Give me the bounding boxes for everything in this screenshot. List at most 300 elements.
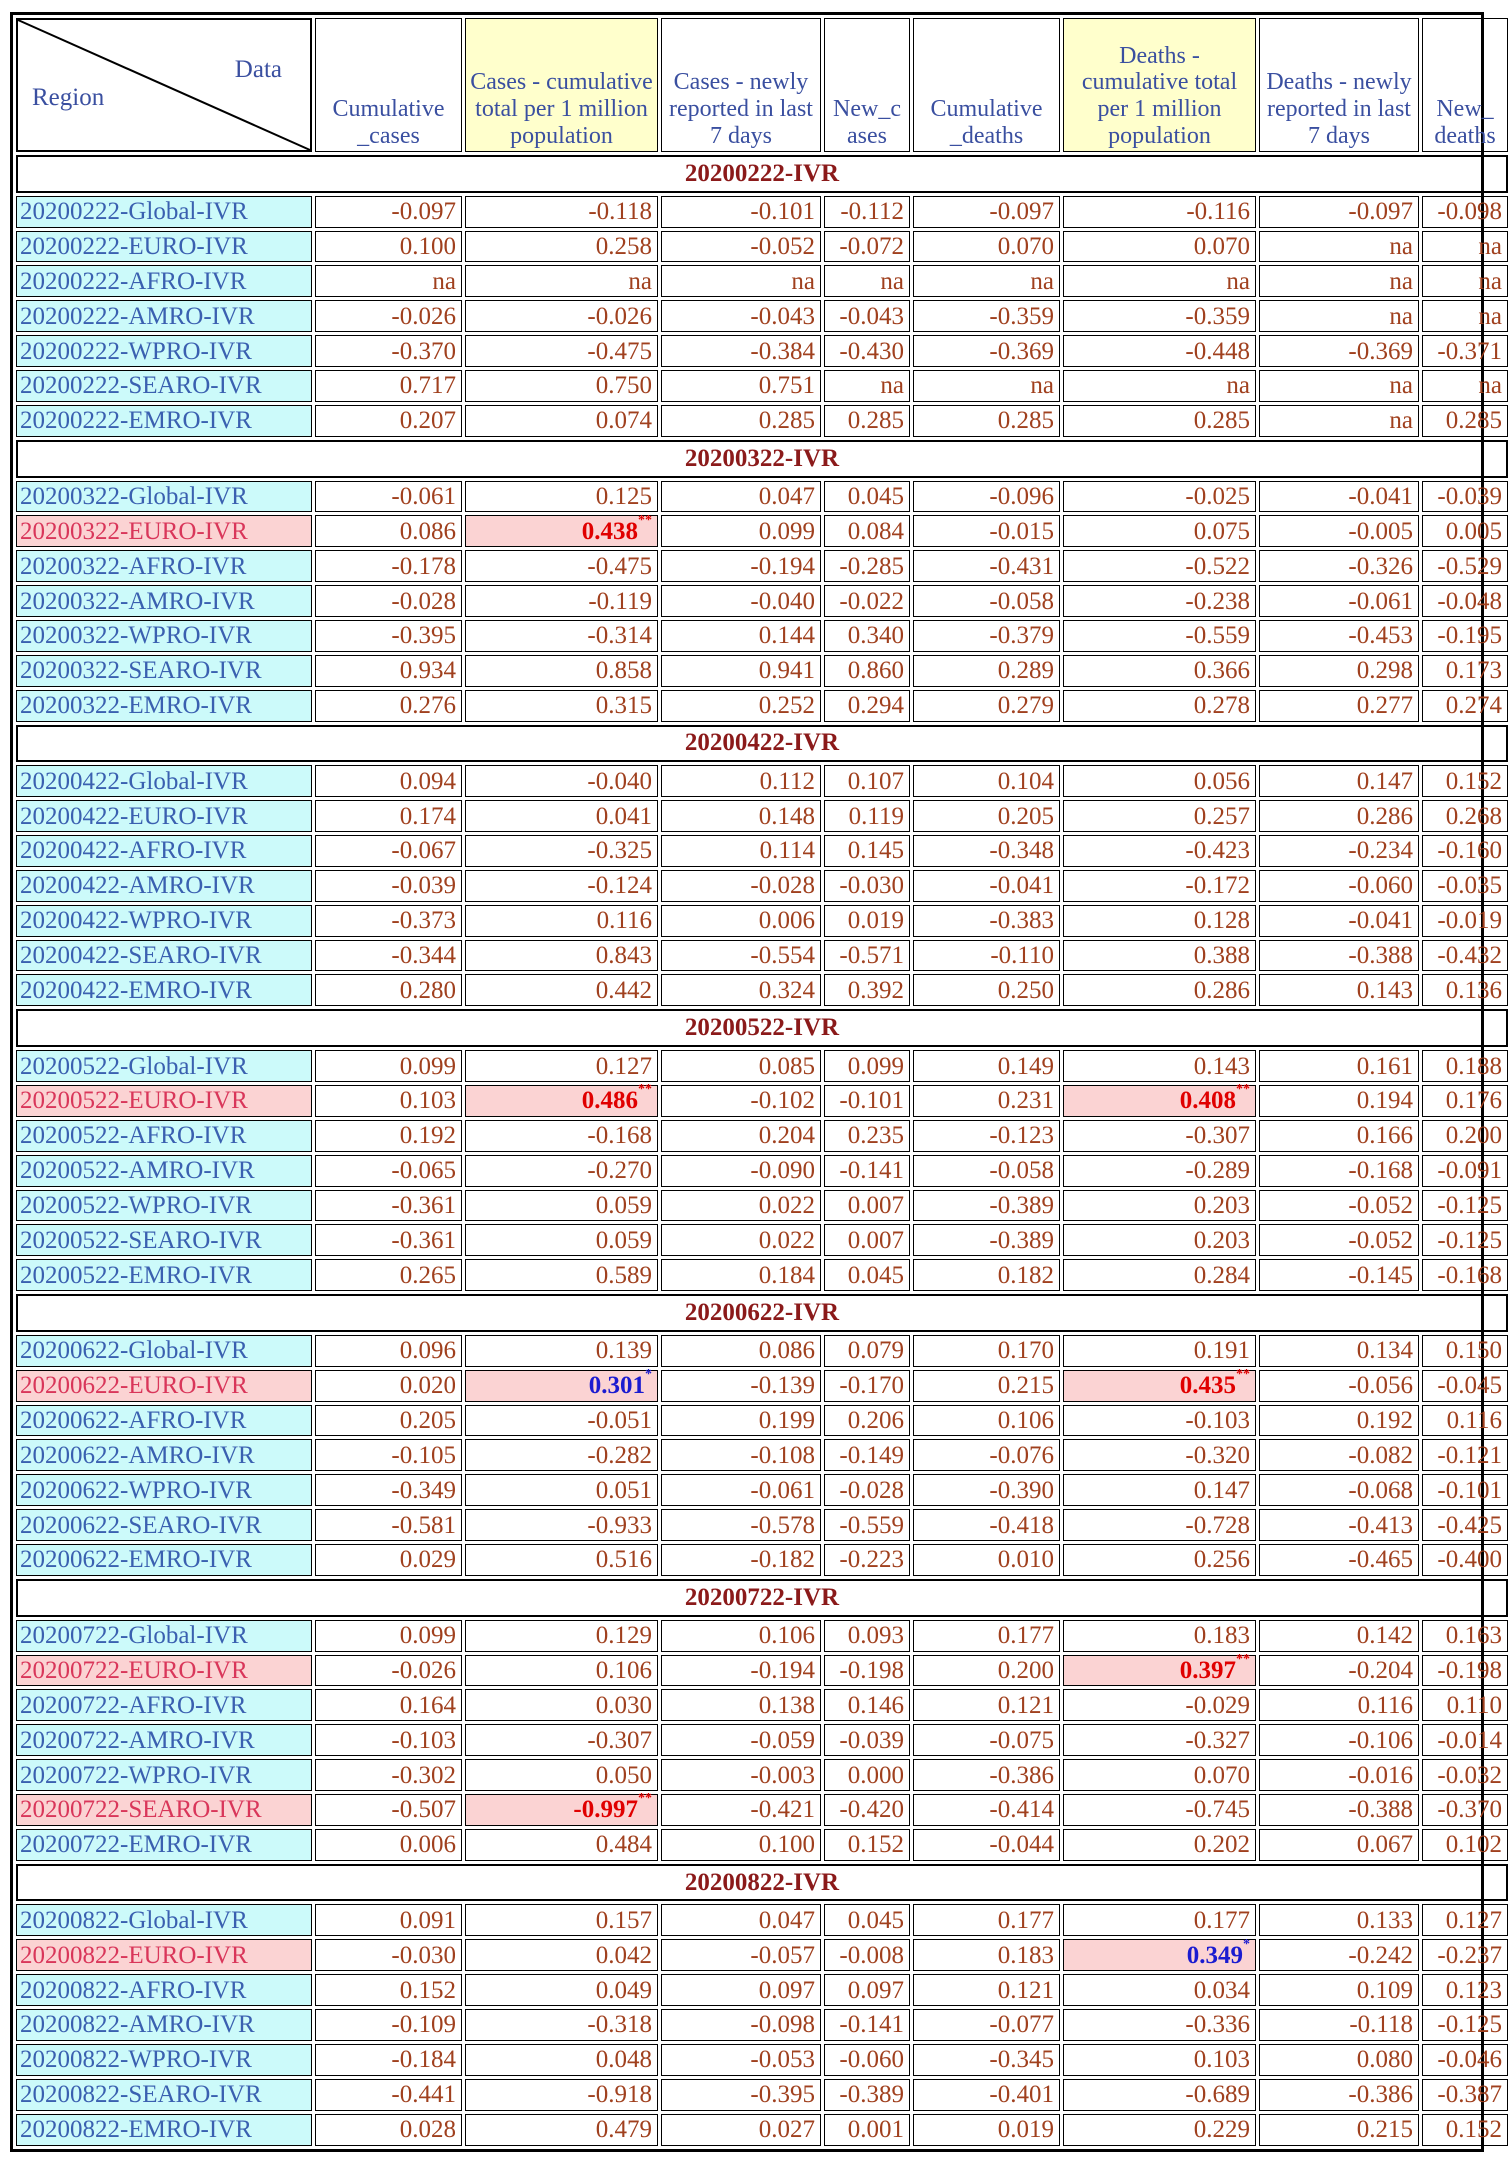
value-cell: 0.136 [1422,974,1508,1006]
value-cell: 0.177 [1063,1904,1256,1936]
table-row [16,800,1508,832]
value-cell: -0.318 [465,2009,658,2041]
value-cell: -0.745 [1063,1794,1256,1826]
value-cell: -0.015 [913,515,1060,547]
section-header-row [16,440,1508,478]
value-cell: 0.252 [661,690,821,722]
value-cell: na [465,265,658,297]
region-cell: 20200222-AFRO-IVR [16,265,312,297]
value-cell: -0.389 [913,1190,1060,1222]
value-cell: 0.000 [824,1759,910,1791]
table-row [16,835,1508,867]
value-cell: 0.231 [913,1085,1060,1117]
value-cell: -0.124 [465,870,658,902]
value-cell: -0.112 [824,196,910,228]
value-cell: -0.418 [913,1509,1060,1541]
value-cell: 0.096 [315,1335,462,1367]
value-cell: 0.166 [1259,1120,1419,1152]
value-cell: -0.160 [1422,835,1508,867]
table-row [16,1689,1508,1721]
value-cell: 0.112 [661,765,821,797]
value-cell: -0.432 [1422,940,1508,972]
value-cell: 0.203 [1063,1224,1256,1256]
table-row [16,1259,1508,1291]
value-cell: -0.395 [661,2079,821,2111]
value-cell: -0.369 [1259,335,1419,367]
value-cell: 0.298 [1259,655,1419,687]
value-cell: -0.110 [913,940,1060,972]
significant-value-cell [465,1791,658,1826]
section-title: 20200522-IVR [16,1009,1508,1047]
value-cell: -0.022 [824,585,910,617]
value-cell: 0.366 [1063,655,1256,687]
region-cell: 20200822-AFRO-IVR [16,1974,312,2006]
value-cell: 0.067 [1259,1829,1419,1861]
value-cell: 0.388 [1063,940,1256,972]
value-cell: -0.043 [824,300,910,332]
value-cell: 0.007 [824,1190,910,1222]
value-cell: -0.223 [824,1544,910,1576]
value-cell: -0.307 [1063,1120,1256,1152]
significance-marker: ** [638,512,652,528]
value-cell: 0.285 [913,405,1060,437]
value-cell: -0.125 [1422,1224,1508,1256]
value-cell: 0.268 [1422,800,1508,832]
value-cell: 0.148 [661,800,821,832]
value-cell: 0.116 [465,905,658,937]
value-cell: 0.107 [824,765,910,797]
value-cell: 0.184 [661,1259,821,1291]
value-cell: 0.177 [913,1904,1060,1936]
value-cell: 0.280 [315,974,462,1006]
value-cell: -0.016 [1259,1759,1419,1791]
value-cell: -0.145 [1259,1259,1419,1291]
value-cell: 0.142 [1259,1620,1419,1652]
value-cell: -0.383 [913,905,1060,937]
value-cell: -0.423 [1063,835,1256,867]
value-cell: -0.182 [661,1544,821,1576]
table-row [16,1224,1508,1256]
value-cell: -0.933 [465,1509,658,1541]
value-cell: -0.465 [1259,1544,1419,1576]
col-header-cases-per-million: Cases - cumulative total per 1 million population [465,18,658,152]
value-cell: -0.026 [465,300,658,332]
table-row [16,905,1508,937]
value-cell: -0.389 [824,2079,910,2111]
value-cell: -0.118 [1259,2009,1419,2041]
value-cell: -0.184 [315,2044,462,2076]
table-row [16,1939,1508,1971]
value-cell: 0.274 [1422,690,1508,722]
value-cell: 0.285 [661,405,821,437]
value-cell: -0.689 [1063,2079,1256,2111]
value-cell: 0.192 [315,1120,462,1152]
value-cell: -0.058 [913,1155,1060,1187]
value-cell: -0.068 [1259,1474,1419,1506]
region-cell: 20200422-SEARO-IVR [16,940,312,972]
value-cell: -0.194 [661,550,821,582]
value-cell: 0.103 [315,1085,462,1117]
col-header-new-deaths: New_ deaths [1422,18,1508,152]
value-cell: -0.030 [824,870,910,902]
value-cell: 0.048 [465,2044,658,2076]
value-cell: -0.045 [1422,1370,1508,1402]
table-row [16,1085,1508,1117]
value-cell: 0.205 [913,800,1060,832]
value-cell: -0.326 [1259,550,1419,582]
value-cell: 0.392 [824,974,910,1006]
value-cell: 0.007 [824,1224,910,1256]
region-cell: 20200222-Global-IVR [16,196,312,228]
section-title: 20200222-IVR [16,155,1508,193]
value-cell: 0.139 [465,1335,658,1367]
value-cell: -0.056 [1259,1370,1419,1402]
col-header-cumulative-cases: Cumulative _cases [315,18,462,152]
region-cell: 20200822-Global-IVR [16,1904,312,1936]
value-cell: 0.047 [661,481,821,513]
value-cell: na [1063,265,1256,297]
region-cell: 20200722-SEARO-IVR [16,1794,312,1826]
value-cell: -0.103 [315,1724,462,1756]
value-cell: -0.102 [661,1085,821,1117]
value-cell: -0.390 [913,1474,1060,1506]
value-cell: 0.200 [913,1655,1060,1687]
value-cell: -0.289 [1063,1155,1256,1187]
value-cell: -0.141 [824,2009,910,2041]
region-cell: 20200522-Global-IVR [16,1050,312,1082]
value-cell: na [1422,231,1508,263]
value-cell: -0.198 [1422,1655,1508,1687]
value-cell: -0.234 [1259,835,1419,867]
table-row [16,1370,1508,1402]
value-cell: 0.070 [913,231,1060,263]
value-cell: 0.182 [913,1259,1060,1291]
region-cell: 20200222-EMRO-IVR [16,405,312,437]
value-cell: 0.199 [661,1405,821,1437]
value-cell: 0.127 [465,1050,658,1082]
table-row [16,300,1508,332]
value-cell: 0.286 [1259,800,1419,832]
value-cell: na [824,370,910,402]
value-cell: -0.139 [661,1370,821,1402]
value-cell: -0.195 [1422,620,1508,652]
section-header-row [16,725,1508,763]
value-cell: 0.265 [315,1259,462,1291]
value-cell: -0.431 [913,550,1060,582]
region-cell: 20200322-AFRO-IVR [16,550,312,582]
region-cell: 20200822-EURO-IVR [16,1939,312,1971]
value-cell: -0.918 [465,2079,658,2111]
value-cell: -0.077 [913,2009,1060,2041]
value-cell: 0.051 [465,1474,658,1506]
value-cell: -0.041 [1259,905,1419,937]
value-cell: 0.285 [1063,405,1256,437]
table-row [16,620,1508,652]
value-cell: 0.121 [913,1974,1060,2006]
table-row [16,1190,1508,1222]
value-cell: 0.143 [1063,1050,1256,1082]
value-cell: 0.750 [465,370,658,402]
region-cell: 20200622-AMRO-IVR [16,1439,312,1471]
value-cell: na [913,265,1060,297]
value-cell: 0.143 [1259,974,1419,1006]
value-cell: 0.484 [465,1829,658,1861]
value-cell: 0.030 [465,1689,658,1721]
region-cell: 20200422-EMRO-IVR [16,974,312,1006]
value-cell: 0.045 [824,1904,910,1936]
value-cell: -0.097 [315,196,462,228]
corner-header-cell [16,18,312,152]
value-cell: -0.098 [661,2009,821,2041]
value-text: 0.408 [1179,1087,1236,1115]
value-text: 0.301 [588,1372,645,1400]
value-cell: -0.400 [1422,1544,1508,1576]
value-cell: -0.052 [661,231,821,263]
value-cell: -0.571 [824,940,910,972]
region-cell: 20200522-AMRO-IVR [16,1155,312,1187]
value-cell: 0.152 [315,1974,462,2006]
value-cell: -0.059 [661,1724,821,1756]
value-cell: na [1063,370,1256,402]
value-cell: 0.010 [913,1544,1060,1576]
value-cell: 0.194 [1259,1085,1419,1117]
value-cell: -0.559 [1063,620,1256,652]
section-title: 20200422-IVR [16,725,1508,763]
value-cell: 0.285 [1422,405,1508,437]
value-cell: na [315,265,462,297]
value-cell: 0.099 [315,1050,462,1082]
value-cell: 0.086 [315,515,462,547]
region-cell: 20200322-Global-IVR [16,481,312,513]
table-row [16,231,1508,263]
value-cell: 0.164 [315,1689,462,1721]
value-cell: -0.060 [824,2044,910,2076]
value-cell: 0.188 [1422,1050,1508,1082]
value-cell: 0.284 [1063,1259,1256,1291]
region-cell: 20200822-AMRO-IVR [16,2009,312,2041]
value-cell: -0.414 [913,1794,1060,1826]
table-row [16,2009,1508,2041]
value-cell: -0.475 [465,550,658,582]
value-cell: -0.119 [465,585,658,617]
region-cell: 20200522-SEARO-IVR [16,1224,312,1256]
value-cell: 0.279 [913,690,1060,722]
table-row [16,1759,1508,1791]
value-cell: 0.041 [465,800,658,832]
value-cell: -0.387 [1422,2079,1508,2111]
corner-region-label: Region [32,84,105,111]
table-row [16,2044,1508,2076]
value-cell: 0.079 [824,1335,910,1367]
value-cell: -0.168 [1259,1155,1419,1187]
value-cell: 0.516 [465,1544,658,1576]
value-cell: -0.314 [465,620,658,652]
region-cell: 20200422-EURO-IVR [16,800,312,832]
significant-value-cell [465,512,658,547]
value-cell: 0.858 [465,655,658,687]
region-cell: 20200522-EURO-IVR [16,1085,312,1117]
table-body [16,155,1508,2146]
value-cell: -0.198 [824,1655,910,1687]
table-row [16,870,1508,902]
region-cell: 20200822-SEARO-IVR [16,2079,312,2111]
value-cell: na [1259,265,1419,297]
value-cell: 0.173 [1422,655,1508,687]
value-cell: 0.100 [661,1829,821,1861]
value-cell: -0.091 [1422,1155,1508,1187]
value-cell: 0.084 [824,515,910,547]
value-cell: -0.040 [661,585,821,617]
value-cell: 0.097 [824,1974,910,2006]
value-cell: 0.206 [824,1405,910,1437]
value-cell: -0.121 [1422,1439,1508,1471]
value-cell: 0.074 [465,405,658,437]
value-cell: -0.103 [1063,1405,1256,1437]
region-cell: 20200622-AFRO-IVR [16,1405,312,1437]
significant-value-cell [1063,1367,1256,1402]
value-cell: 0.114 [661,835,821,867]
value-cell: 0.085 [661,1050,821,1082]
value-cell: -0.307 [465,1724,658,1756]
table-row [16,1335,1508,1367]
correlation-table [13,15,1511,2149]
value-cell: -0.348 [913,835,1060,867]
value-cell: 0.176 [1422,1085,1508,1117]
section-header-row [16,155,1508,193]
value-cell: -0.116 [1063,196,1256,228]
region-cell: 20200322-SEARO-IVR [16,655,312,687]
value-cell: 0.150 [1422,1335,1508,1367]
value-cell: -0.282 [465,1439,658,1471]
region-cell: 20200822-WPRO-IVR [16,2044,312,2076]
value-cell: -0.728 [1063,1509,1256,1541]
value-cell: -0.090 [661,1155,821,1187]
value-cell: 0.294 [824,690,910,722]
value-cell: -0.101 [1422,1474,1508,1506]
table-row [16,1155,1508,1187]
significance-marker: ** [1236,1082,1250,1098]
value-cell: -0.345 [913,2044,1060,2076]
significance-marker: ** [638,1082,652,1098]
value-cell: -0.420 [824,1794,910,1826]
value-cell: 0.116 [1422,1405,1508,1437]
value-cell: -0.325 [465,835,658,867]
table-row [16,1904,1508,1936]
significant-value-cell [1063,1651,1256,1687]
value-cell: -0.386 [913,1759,1060,1791]
value-cell: 0.006 [315,1829,462,1861]
value-cell: -0.413 [1259,1509,1419,1541]
value-cell: -0.336 [1063,2009,1256,2041]
value-cell: 0.102 [1422,1829,1508,1861]
correlation-table-frame [10,12,1502,2152]
value-cell: 0.059 [465,1224,658,1256]
value-cell: -0.178 [315,550,462,582]
value-cell: 0.183 [1063,1620,1256,1652]
table-row [16,974,1508,1006]
value-cell: -0.076 [913,1439,1060,1471]
value-cell: 0.152 [1422,765,1508,797]
value-cell: 0.080 [1259,2044,1419,2076]
table-row [16,940,1508,972]
value-cell: -0.475 [465,335,658,367]
value-cell: 0.161 [1259,1050,1419,1082]
value-cell: -0.370 [1422,1794,1508,1826]
table-row [16,196,1508,228]
value-cell: 0.278 [1063,690,1256,722]
value-text: 0.435 [1179,1372,1236,1400]
table-row [16,1474,1508,1506]
value-cell: 0.133 [1259,1904,1419,1936]
section-header-row [16,1009,1508,1047]
col-header-cases-last-7-days: Cases - newly reported in last 7 days [661,18,821,152]
value-cell: 0.277 [1259,690,1419,722]
section-title: 20200622-IVR [16,1294,1508,1332]
value-cell: -0.046 [1422,2044,1508,2076]
value-cell: -0.448 [1063,335,1256,367]
value-cell: -0.371 [1422,335,1508,367]
value-cell: 0.717 [315,370,462,402]
value-cell: -0.430 [824,335,910,367]
value-cell: 0.144 [661,620,821,652]
value-cell: 0.235 [824,1120,910,1152]
section-header-row [16,1579,1508,1617]
value-cell: 0.589 [465,1259,658,1291]
value-cell: 0.086 [661,1335,821,1367]
value-cell: 0.109 [1259,1974,1419,2006]
table-row [16,550,1508,582]
value-cell: -0.025 [1063,481,1256,513]
region-cell: 20200222-SEARO-IVR [16,370,312,402]
table-row [16,585,1508,617]
value-cell: 0.045 [824,1259,910,1291]
table-row [16,2114,1508,2146]
value-cell: 0.001 [824,2114,910,2146]
value-cell: 0.183 [913,1939,1060,1971]
value-cell: -0.270 [465,1155,658,1187]
value-cell: -0.302 [315,1759,462,1791]
region-cell: 20200622-EMRO-IVR [16,1544,312,1576]
value-cell: -0.359 [1063,300,1256,332]
value-cell: 0.860 [824,655,910,687]
value-cell: na [1259,231,1419,263]
region-cell: 20200322-AMRO-IVR [16,585,312,617]
region-cell: 20200622-SEARO-IVR [16,1509,312,1541]
value-cell: -0.061 [315,481,462,513]
value-cell: 0.056 [1063,765,1256,797]
value-cell: 0.123 [1422,1974,1508,2006]
value-cell: 0.127 [1422,1904,1508,1936]
section-title: 20200322-IVR [16,440,1508,478]
value-cell: -0.041 [913,870,1060,902]
value-cell: 0.256 [1063,1544,1256,1576]
value-cell: -0.168 [465,1120,658,1152]
value-cell: 0.045 [824,481,910,513]
value-cell: 0.202 [1063,1829,1256,1861]
value-cell: 0.070 [1063,231,1256,263]
table-row [16,405,1508,437]
value-cell: -0.453 [1259,620,1419,652]
value-cell: 0.075 [1063,515,1256,547]
value-cell: -0.170 [824,1370,910,1402]
value-cell: -0.379 [913,620,1060,652]
value-cell: 0.059 [465,1190,658,1222]
value-cell: -0.369 [913,335,1060,367]
value-cell: -0.238 [1063,585,1256,617]
value-cell: -0.373 [315,905,462,937]
value-cell: -0.097 [1259,196,1419,228]
value-cell: 0.324 [661,974,821,1006]
